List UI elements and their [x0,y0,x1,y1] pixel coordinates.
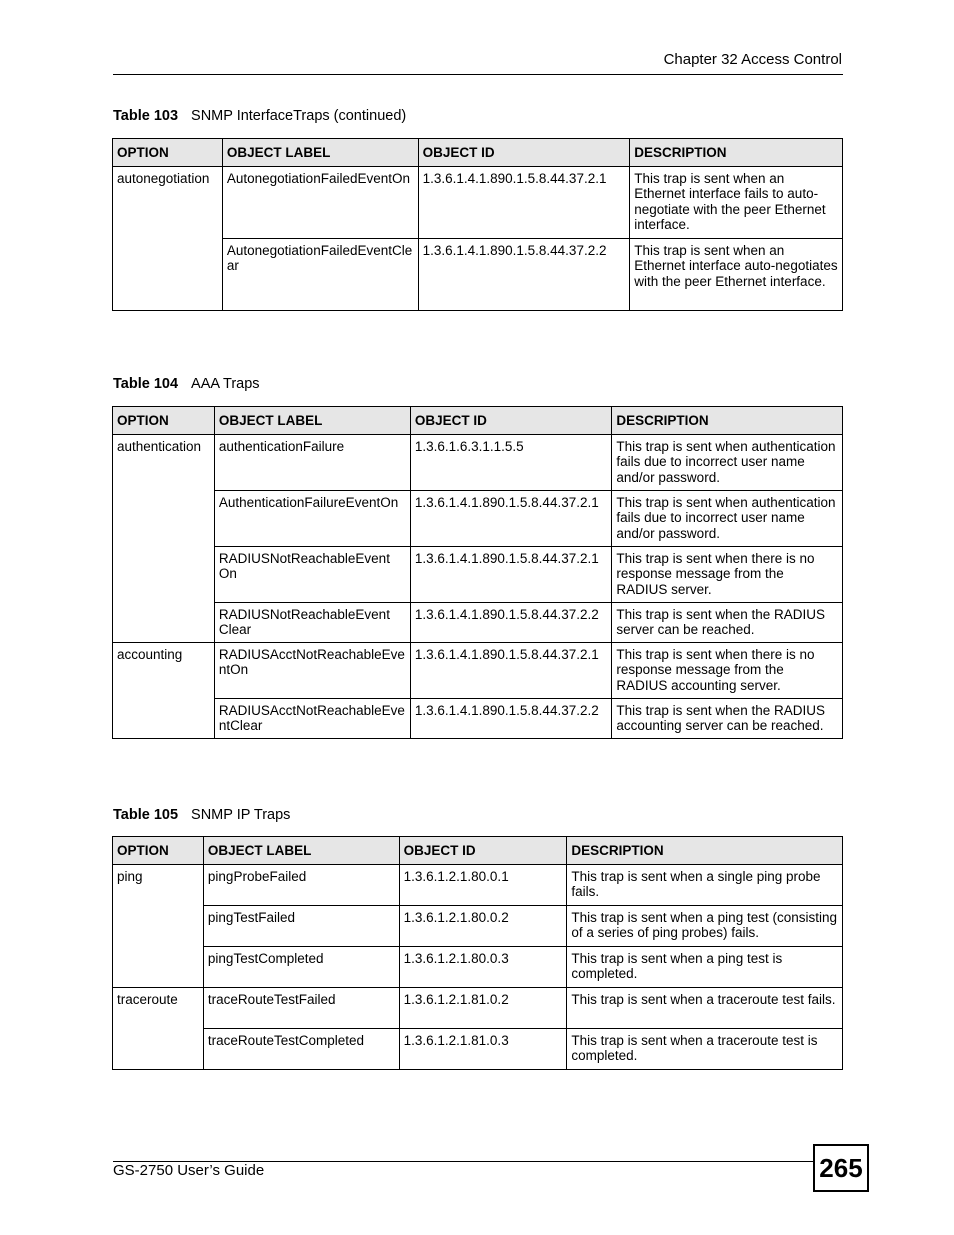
table-105-number: Table 105 [113,807,179,823]
object-id-cell: 1.3.6.1.4.1.890.1.5.8.44.37.2.1 [418,166,630,238]
table-row [113,602,843,642]
object-id-cell: 1.3.6.1.4.1.890.1.5.8.44.37.2.1 [410,546,612,602]
col-description: DESCRIPTION [567,837,843,865]
object-id-cell: 1.3.6.1.2.1.80.0.1 [399,864,567,905]
object-label-cell: RADIUSAcctNotReachableEventClear [214,698,410,738]
table-103-title: SNMP InterfaceTraps (continued) [191,108,407,124]
table-103-caption [113,108,406,124]
description-cell: This trap is sent when a traceroute test is completed. [567,1028,843,1069]
col-object-label: OBJECT LABEL [203,837,399,865]
table-row [113,698,843,738]
guide-title: GS-2750 User’s Guide [113,1162,265,1179]
col-description: DESCRIPTION [612,407,843,435]
object-label-cell: pingTestCompleted [203,946,399,987]
object-id-cell: 1.3.6.1.4.1.890.1.5.8.44.37.2.2 [410,602,612,642]
table-row [113,166,843,238]
table-row [113,864,843,905]
table-header-row [113,837,843,865]
object-id-cell: 1.3.6.1.2.1.81.0.2 [399,987,567,1028]
table-row [113,546,843,602]
table-104-caption [113,376,260,392]
object-id-cell: 1.3.6.1.4.1.890.1.5.8.44.37.2.1 [410,490,612,546]
col-object-label: OBJECT LABEL [222,139,418,167]
table-105-caption [113,807,290,823]
chapter-title: Chapter 32 Access Control [663,51,842,68]
object-id-cell: 1.3.6.1.6.3.1.1.5.5 [410,434,612,490]
object-id-cell: 1.3.6.1.4.1.890.1.5.8.44.37.2.1 [410,642,612,698]
object-label-cell: RADIUSAcctNotReachableEventOn [214,642,410,698]
description-cell: This trap is sent when a ping test (consisting of a series of ping probes) fails. [567,905,843,946]
option-cell: accounting [113,642,215,738]
table-row [113,905,843,946]
table-row [113,434,843,490]
col-object-label: OBJECT LABEL [214,407,410,435]
table-header-row [113,407,843,435]
option-cell: autonegotiation [113,166,223,310]
description-cell: This trap is sent when a single ping probe fails. [567,864,843,905]
table-104 [112,406,843,739]
description-cell: This trap is sent when authentication fails due to incorrect user name and/or password. [612,490,843,546]
table-103-number: Table 103 [113,108,179,124]
table-row [113,987,843,1028]
object-id-cell: 1.3.6.1.2.1.80.0.3 [399,946,567,987]
table-105-title: SNMP IP Traps [191,807,291,823]
object-label-cell: AuthenticationFailureEventOn [214,490,410,546]
page-number: 265 [813,1144,869,1192]
table-105 [112,836,843,1070]
object-label-cell [214,546,410,602]
header-divider [113,74,843,75]
table-row [113,238,843,310]
col-option: OPTION [113,139,223,167]
description-cell: This trap is sent when an Ethernet interface auto-negotiates with the peer Ethernet interface. [630,238,843,310]
description-cell: This trap is sent when a ping test is completed. [567,946,843,987]
table-104-number: Table 104 [113,376,179,392]
object-id-cell: 1.3.6.1.2.1.80.0.2 [399,905,567,946]
object-label-cell: pingTestFailed [203,905,399,946]
description-cell: This trap is sent when the RADIUS server can be reached. [612,602,843,642]
description-cell: This trap is sent when a traceroute test fails. [567,987,843,1028]
table-row [113,490,843,546]
object-label-cell: traceRouteTestFailed [203,987,399,1028]
col-object-id: OBJECT ID [410,407,612,435]
description-cell: This trap is sent when the RADIUS accounting server can be reached. [612,698,843,738]
col-description: DESCRIPTION [630,139,843,167]
col-object-id: OBJECT ID [418,139,630,167]
object-label-cell: pingProbeFailed [203,864,399,905]
object-label-cell: AutonegotiationFailedEventOn [222,166,418,238]
object-label-text: RADIUSNotReachableEventClear [218,606,390,637]
description-cell: This trap is sent when authentication fails due to incorrect user name and/or password. [612,434,843,490]
description-cell: This trap is sent when an Ethernet interface fails to auto-negotiate with the peer Ethernet interface. [630,166,843,238]
option-cell: ping [113,864,204,987]
col-option: OPTION [113,837,204,865]
table-row [113,946,843,987]
object-label-cell: AutonegotiationFailedEventClear [222,238,418,310]
object-label-cell: traceRouteTestCompleted [203,1028,399,1069]
table-header-row [113,139,843,167]
object-label-text: RADIUSNotReachableEventOn [218,550,390,581]
table-103 [112,138,843,311]
option-cell: authentication [113,434,215,642]
object-label-cell: authenticationFailure [214,434,410,490]
description-cell: This trap is sent when there is no response message from the RADIUS server. [612,546,843,602]
description-cell: This trap is sent when there is no response message from the RADIUS accounting server. [612,642,843,698]
col-object-id: OBJECT ID [399,837,567,865]
table-row [113,1028,843,1069]
col-option: OPTION [113,407,215,435]
object-label-cell [214,602,410,642]
object-id-cell: 1.3.6.1.2.1.81.0.3 [399,1028,567,1069]
table-row [113,642,843,698]
object-id-cell: 1.3.6.1.4.1.890.1.5.8.44.37.2.2 [418,238,630,310]
table-104-title: AAA Traps [191,376,260,392]
option-cell: traceroute [113,987,204,1069]
object-id-cell: 1.3.6.1.4.1.890.1.5.8.44.37.2.2 [410,698,612,738]
